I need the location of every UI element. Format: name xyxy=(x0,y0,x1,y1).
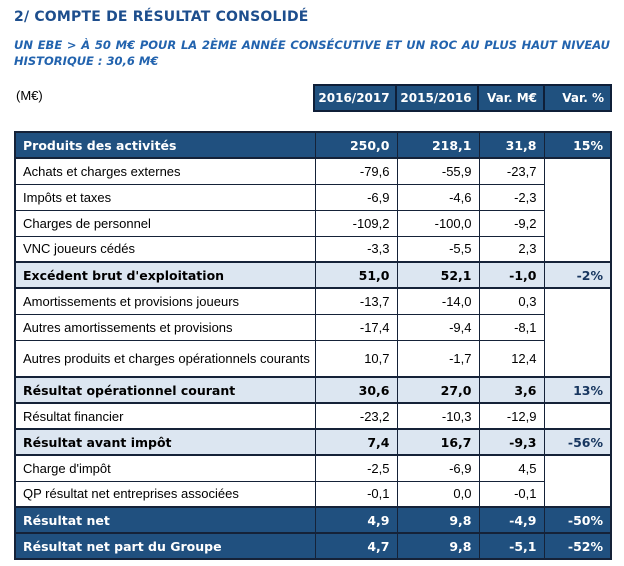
value-2016-2017: 4,7 xyxy=(315,533,397,559)
row-label: Autres produits et charges opérationnels courants xyxy=(15,340,315,377)
value-2016-2017: -109,2 xyxy=(315,210,397,236)
row-label: Produits des activités xyxy=(15,132,315,158)
value-var-pct: -2% xyxy=(544,262,611,288)
value-2016-2017: 51,0 xyxy=(315,262,397,288)
subtitle-line-2: HISTORIQUE : 30,6 M€ xyxy=(14,54,159,68)
value-var-me: -12,9 xyxy=(479,403,544,429)
value-2016-2017: -6,9 xyxy=(315,184,397,210)
value-2016-2017: 30,6 xyxy=(315,377,397,403)
table-row-autres-produits xyxy=(15,340,611,377)
value-var-pct: -56% xyxy=(544,429,611,455)
value-var-me: -9,2 xyxy=(479,210,544,236)
value-var-me: -4,9 xyxy=(479,507,544,533)
value-var-me: 31,8 xyxy=(479,132,544,158)
col-header-2016-2017: 2016/2017 xyxy=(314,85,396,111)
value-2015-2016: -5,5 xyxy=(397,236,479,262)
value-var-me: -8,1 xyxy=(479,314,544,340)
row-label: Charges de personnel xyxy=(15,210,315,236)
row-label: Impôts et taxes xyxy=(15,184,315,210)
value-var-me: -5,1 xyxy=(479,533,544,559)
value-2016-2017: 7,4 xyxy=(315,429,397,455)
table-row-produits xyxy=(15,132,611,158)
value-2015-2016: -4,6 xyxy=(397,184,479,210)
value-2016-2017: -17,4 xyxy=(315,314,397,340)
value-2015-2016: -100,0 xyxy=(397,210,479,236)
row-label: Résultat opérationnel courant xyxy=(15,377,315,403)
col-header-2015-2016: 2015/2016 xyxy=(396,85,478,111)
table-row-charge-impot xyxy=(15,455,611,481)
subtitle-line-1: UN EBE > À 50 M€ POUR LA 2ÈME ANNÉE CONSÉCUTIVE ET UN ROC AU PLUS HAUT NIVEAU xyxy=(14,38,610,52)
value-2015-2016: 52,1 xyxy=(397,262,479,288)
value-2016-2017: -3,3 xyxy=(315,236,397,262)
income-statement-table xyxy=(14,131,612,560)
table-row-resultat-financier xyxy=(15,403,611,429)
row-label: Résultat avant impôt xyxy=(15,429,315,455)
header-row xyxy=(314,85,611,111)
value-2016-2017: 250,0 xyxy=(315,132,397,158)
value-var-me: 0,3 xyxy=(479,288,544,314)
value-2015-2016: 16,7 xyxy=(397,429,479,455)
value-var-pct: 15% xyxy=(544,132,611,158)
row-label: Achats et charges externes xyxy=(15,158,315,184)
unit-label: (M€) xyxy=(16,88,43,103)
merged-empty-var-pct xyxy=(544,288,611,377)
value-var-pct: 13% xyxy=(544,377,611,403)
value-2015-2016: 9,8 xyxy=(397,507,479,533)
merged-empty-var-pct xyxy=(544,455,611,507)
table-row-ebe xyxy=(15,262,611,288)
value-2016-2017: -79,6 xyxy=(315,158,397,184)
value-2016-2017: -13,7 xyxy=(315,288,397,314)
value-var-me: 4,5 xyxy=(479,455,544,481)
col-header-var-me: Var. M€ xyxy=(478,85,544,111)
value-2016-2017: -23,2 xyxy=(315,403,397,429)
value-var-me: 3,6 xyxy=(479,377,544,403)
value-2015-2016: -9,4 xyxy=(397,314,479,340)
table-row-autres-amortissements xyxy=(15,314,611,340)
row-label: VNC joueurs cédés xyxy=(15,236,315,262)
value-2016-2017: -0,1 xyxy=(315,481,397,507)
row-label: Excédent brut d'exploitation xyxy=(15,262,315,288)
row-label: Charge d'impôt xyxy=(15,455,315,481)
merged-empty-var-pct xyxy=(544,403,611,429)
table-row-qp-resultat xyxy=(15,481,611,507)
value-var-me: -23,7 xyxy=(479,158,544,184)
table-row-charges-personnel xyxy=(15,210,611,236)
table-row-vnc-joueurs xyxy=(15,236,611,262)
value-var-me: -0,1 xyxy=(479,481,544,507)
value-var-me: 2,3 xyxy=(479,236,544,262)
value-var-me: -2,3 xyxy=(479,184,544,210)
value-2015-2016: -6,9 xyxy=(397,455,479,481)
merged-empty-var-pct xyxy=(544,158,611,262)
table-row-achats xyxy=(15,158,611,184)
value-2015-2016: -14,0 xyxy=(397,288,479,314)
table-row-impots xyxy=(15,184,611,210)
col-header-var-pct: Var. % xyxy=(544,85,611,111)
column-header-band xyxy=(313,84,612,112)
page-title: 2/ COMPTE DE RÉSULTAT CONSOLIDÉ xyxy=(14,9,309,25)
table-row-resultat-net-groupe xyxy=(15,533,611,559)
table-row-resultat-avant-impot xyxy=(15,429,611,455)
value-var-me: -9,3 xyxy=(479,429,544,455)
table-row-resultat-net xyxy=(15,507,611,533)
row-label: Résultat net part du Groupe xyxy=(15,533,315,559)
value-2016-2017: 4,9 xyxy=(315,507,397,533)
table-row-roc xyxy=(15,377,611,403)
value-2016-2017: 10,7 xyxy=(315,340,397,377)
table-row-amortissements-joueurs xyxy=(15,288,611,314)
value-var-me: -1,0 xyxy=(479,262,544,288)
row-label: Résultat net xyxy=(15,507,315,533)
page-subtitle xyxy=(14,37,610,69)
value-var-me: 12,4 xyxy=(479,340,544,377)
value-2015-2016: 9,8 xyxy=(397,533,479,559)
value-2015-2016: -1,7 xyxy=(397,340,479,377)
value-2015-2016: -55,9 xyxy=(397,158,479,184)
value-var-pct: -52% xyxy=(544,533,611,559)
row-label: QP résultat net entreprises associées xyxy=(15,481,315,507)
value-2015-2016: 218,1 xyxy=(397,132,479,158)
row-label: Résultat financier xyxy=(15,403,315,429)
value-2015-2016: 0,0 xyxy=(397,481,479,507)
row-label: Amortissements et provisions joueurs xyxy=(15,288,315,314)
value-2015-2016: -10,3 xyxy=(397,403,479,429)
value-var-pct: -50% xyxy=(544,507,611,533)
value-2016-2017: -2,5 xyxy=(315,455,397,481)
row-label: Autres amortissements et provisions xyxy=(15,314,315,340)
value-2015-2016: 27,0 xyxy=(397,377,479,403)
